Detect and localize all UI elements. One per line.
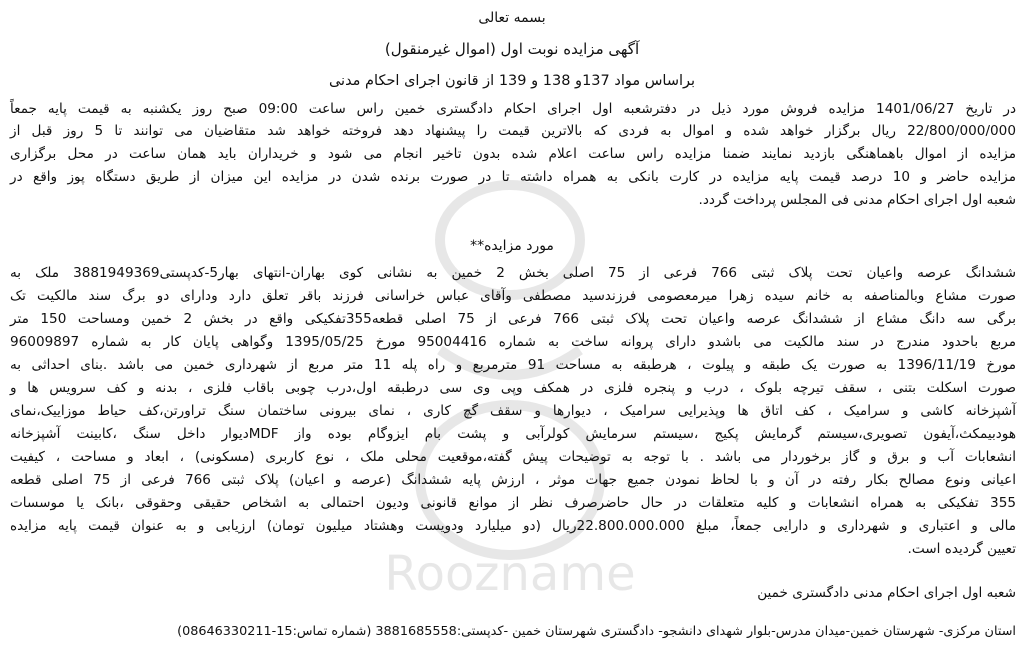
section-heading: مورد مزایده** xyxy=(470,238,554,254)
body-line: صورت اسکلت بتنی ، سقف تیرچه بلوک ، درب و پنجره فلزی در همکف وپی وی سی درطبقه اول،درب چوبی باقاب فلزی ، بدنه و کف سرویس ها و xyxy=(10,380,1016,396)
body-line: مورخ 1396/11/19 به صورت یک طبقه و پیلوت ، هرطبقه به مساحت 91 مترمربع و راه پله 11 متر مربع از شهرداری خمین می باشد .بنای احداثی به xyxy=(10,357,1017,373)
notice-title: آگهی مزایده نوبت اول (اموال غیرمنقول) xyxy=(384,40,640,58)
body-line: مربع باحدود مندرج در سند مالکیت می باشدو دارای پروانه ساخت به شماره 95004416 مورخ 1395/05/25 وگواهی پایان کار به شماره 96009897 xyxy=(10,334,1017,350)
body-line: ششدانگ عرصه واعیان تحت پلاک ثبتی 766 فرعی از 75 اصلی بخش 2 خمین به نشانی کوی بهاران-انتهای بهار5-کدپستی3881949369 ملک به xyxy=(10,265,1016,281)
intro-line: شعبه اول اجرای احکام مدنی فی المجلس پرداخت گردد. xyxy=(698,192,1016,208)
body-line: 355 تفکیکی به همراه انشعابات و کلیه متعلقات در حال حاضرصرف نظر از موانع قانونی ودیون احتمالی به اشخاص حقیقی وحقوقی ،بانک یا موسسات xyxy=(10,495,1016,511)
intro-line: مزایده حاضر و 10 درصد قیمت پایه مزایده در کارت بانکی به همراه داشته تا در صورت برنده شدن در مزایده این میزان از طریق دستگاه پوز واقع در xyxy=(10,169,1016,185)
body-line: انشعابات آب و برق و گاز برخوردار می باشد . با توجه به توضیحات پیش گفته،موقعیت محلی ملک ، نوع کاربری (مسکونی) ، ابعاد و مساحت ، کیفیت xyxy=(10,449,1016,465)
body-line: تعیین گردیده است. xyxy=(907,541,1016,557)
notice-subtitle: براساس مواد 137و 138 و 139 از قانون اجرای احکام مدنی xyxy=(328,73,696,89)
watermark-text: Roozname xyxy=(384,546,636,602)
signature: شعبه اول اجرای احکام مدنی دادگستری خمین xyxy=(757,585,1016,601)
intro-line: مزایده از اموال باهماهنگی بازدید نمایند ضمنا مزایده راس ساعت اعلام شده بدون تاخیر انجام می شود و خریداران باید همان ساعت در محل برگزاری xyxy=(10,146,1016,162)
body-line: مالی و اعتباری و شهرداری و دارایی جمعاً، مبلغ 22.800.000.000ریال (دو میلیارد ودویست وهشتاد میلیون تومان) ارزیابی و به عنوان قیمت پایه مزایده xyxy=(10,518,1016,534)
body-line: اعیانی ونوع مصالح بکار رفته در آن و با لحاظ نمودن جمیع جهات موثر ، ارزش پایه ششدانگ (عرصه و اعیان) پلاک ثبتی 766 فرعی از 75 اصلی قطعه xyxy=(10,472,1016,488)
basmala: بسمه تعالی xyxy=(478,10,546,26)
body-line: برگی سه دانگ مشاع از ششدانگ عرصه واعیان تحت پلاک ثبتی 766 فرعی از 75 اصلی قطعه355تفکیکی واقع در بخش 2 خمین ومساحت 150 متر xyxy=(10,311,1016,327)
footer-address: استان مرکزی- شهرستان خمین-میدان مدرس-بلوار شهدای دانشجو- دادگستری شهرستان خمین -کدپستی:3881685558 (شماره تماس:15-08646330211) xyxy=(177,624,1016,639)
body-line: هودبیمکث،آیفون تصویری،سیستم گرمایش پکیج ،سیستم سرمایش کولرآبی و پشت بام ایزوگام بوده واز MDFدیوار داخل سنگ ،کابینت آشپزخانه xyxy=(10,426,1016,442)
body-line: آشپزخانه کاشی و سرامیک ، کف اتاق ها وپذیرایی سرامیک ، دیوارها و سقف گچ کاری ، نمای بیرونی ساختمان سنگ تراورتن،کف حیاط موزاییک،نمای xyxy=(10,403,1016,419)
intro-line: 22/800/000/000 ریال برگزار خواهد شده و اموال به فردی که بالاترین قیمت را پیشنهاد دهد فروخته خواهد شد متقاضیان می توانند تا 5 روز قبل از xyxy=(10,123,1016,139)
intro-line: در تاریخ 1401/06/27 مزایده فروش مورد ذیل در دفترشعبه اول اجرای احکام دادگستری خمین راس ساعت 09:00 صبح روز یکشنبه به قیمت پایه جمعاً xyxy=(10,101,1016,117)
body-line: صورت مشاع وبالمناصفه به خانم سیده زهرا میرمعصومی فرزندسید مصطفی وآقای عباس خراسانی فرزند باقر تعلق دارد ودارای دو برگ سند مالکیت تک xyxy=(10,288,1016,304)
